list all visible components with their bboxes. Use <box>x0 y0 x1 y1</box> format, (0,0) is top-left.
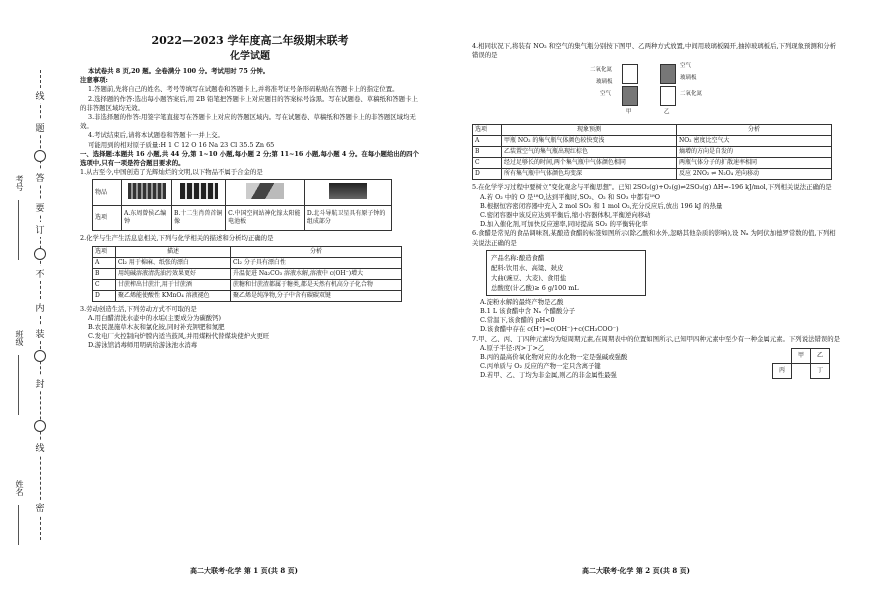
section-heading: 一、选择题:本题共 16 小题,共 44 分,第 1~10 小题,每小题 2 分;第 11~16 小题,每小题 4 分。在每小题给出的四个选项中,只有一项是符合题目要求的。 <box>80 149 419 168</box>
flask-jia-top <box>622 64 638 84</box>
q2-cell: 聚乙烯是纯净物,分子中含有碳碳双键 <box>231 290 402 301</box>
diagram-label: 空气 <box>600 91 612 98</box>
q2-header-analysis: 分析 <box>231 246 402 257</box>
table-row[interactable] <box>93 268 402 279</box>
q2-cell: 升温促进 Na₂CO₃ 溶液水解,溶液中 c(OH⁻)增大 <box>231 268 402 279</box>
diagram-label: 玻璃板 <box>680 75 697 82</box>
q1-table <box>92 179 392 231</box>
seal-word: 要 <box>33 200 47 215</box>
q4-cell: 熵增的方向是自发的 <box>677 147 832 158</box>
q4-cell: C <box>473 158 502 169</box>
q1-option-d[interactable]: D.北斗导航卫星具有原子钟的组成部分 <box>304 206 391 231</box>
q4-header-option: 选项 <box>473 125 502 136</box>
label-line: 产品名称:酿造食醋 <box>491 253 545 262</box>
q2-cell: C <box>93 279 116 290</box>
seal-word: 密 <box>33 500 47 515</box>
q5-stem: 5.在化学学习过程中要树立"变化观念与平衡思想"。已知 2SO₂(g)+O₂(g)⇌2SO₃(g) ΔH=-196 kJ/mol,下列相关说法正确的是 <box>472 183 832 192</box>
q5-option-a[interactable]: A.若 O₂ 中的 O 是¹⁸O,达到平衡时,SO₂、O₂ 和 SO₃ 中都有¹⁸O <box>480 192 660 201</box>
exam-subtitle: 化学试题 <box>230 51 270 62</box>
q4-header-phenomenon: 现象预测 <box>502 125 677 136</box>
label-line: 总酸度(计乙酸)≥ 6 g/100 mL <box>491 283 579 292</box>
vinegar-label <box>486 250 646 296</box>
q4-cell: 乙装置空气的集气瓶出现红棕色 <box>502 147 677 158</box>
table-row[interactable] <box>473 136 832 147</box>
q1-image-d <box>304 180 391 206</box>
seal-word: 线 <box>33 88 47 103</box>
seal-word: 订 <box>33 222 47 237</box>
grid-cell-empty <box>792 363 811 378</box>
q1-option-b[interactable]: B.十二生肖兽首铜像 <box>172 206 226 231</box>
satellite-image <box>329 183 367 199</box>
note-item: 2.选择题的作答:选出每小题答案后,用 2B 铅笔把答题卡上对应题目的答案标号涂黑。写在试题卷、草稿纸和答题卡上的非答题区域均无效。 <box>80 94 418 112</box>
seal-word: 题 <box>33 120 47 135</box>
label-line: 配料:饮用水、高粱、麸皮 <box>491 263 564 272</box>
note-item: 1.答题前,先将自己的姓名、考号等填写在试题卷和答题卡上,并将准考证号条形码粘贴在答题卡上的指定位置。 <box>88 85 399 94</box>
seal-word: 不 <box>33 266 47 281</box>
q7-stem: 7.甲、乙、丙、丁四种元素均为短周期元素,在周期表中的位置如图所示,已知甲四种元素中至少有一种金属元素。下列说法错误的是 <box>472 334 841 343</box>
q7-option-b[interactable]: B.丙的最高价氧化物对应的水化物一定是强碱或强酸 <box>480 353 628 362</box>
table-row[interactable] <box>93 257 402 268</box>
q1-stem: 1.从古至今,中国创造了光辉灿烂的文明,以下物品不属于合金的是 <box>80 168 263 177</box>
q2-header-option: 选项 <box>93 246 116 257</box>
q2-cell: A <box>93 257 116 268</box>
grid-cell-ding: 丁 <box>811 363 830 378</box>
q4-cell: 两瓶气体分子的扩散速率相同 <box>677 158 832 169</box>
diagram-label: 二氧化氮 <box>590 67 613 74</box>
grid-cell-bing: 丙 <box>773 363 792 378</box>
table-row[interactable] <box>473 158 832 169</box>
q2-cell: Cl₂ 用于棉麻、纸张的漂白 <box>116 257 231 268</box>
q2-stem: 2.化学与生产生活息息相关,下列与化学相关的描述和分析均正确的是 <box>80 234 274 243</box>
q7-option-c[interactable]: C.丙单质与 O₂ 反应的产物一定只含离子键 <box>480 362 601 371</box>
flask-jia-bottom <box>622 86 638 106</box>
exam-number-label: 考号 <box>15 175 24 191</box>
seal-word: 线 <box>33 440 47 455</box>
q3-option-a[interactable]: A.用白醋清洗水壶中的水垢(主要成分为碳酸钙) <box>88 313 222 322</box>
grid-cell-empty <box>773 348 792 363</box>
q2-header-desc: 描述 <box>116 246 231 257</box>
q5-option-d[interactable]: D.加入催化剂,可加快反应速率,同时提高 SO₂ 的平衡转化率 <box>480 220 648 229</box>
class-label: 班级 <box>15 330 24 346</box>
q7-option-d[interactable]: D.若甲、乙、丁均为非金属,则乙的非金属性最强 <box>480 371 617 380</box>
q2-cell: Cl₂ 分子具有漂白性 <box>231 257 402 268</box>
seal-circle <box>34 150 46 162</box>
q4-cell: 所有集气瓶中气体颜色均变深 <box>502 169 677 180</box>
q2-table <box>92 246 402 302</box>
q3-option-b[interactable]: B.农民混施草木灰和氯化铵,同时补充钾肥和氮肥 <box>88 323 225 332</box>
q2-cell: 蔗糖和甘蔗渣都属于糖类,都是天然有机高分子化合物 <box>231 279 402 290</box>
page-1-footer: 高二大联考·化学 第 1 页(共 8 页) <box>190 566 298 575</box>
label-line: 大曲(豌豆、大麦)、食用盐 <box>491 273 567 282</box>
bell-image <box>128 183 166 199</box>
q4-table <box>472 124 832 180</box>
atomic-masses: 可能用到的相对原子质量:H 1 C 12 O 16 Na 23 Cl 35.5 Zn 65 <box>88 140 275 149</box>
page-2-footer: 高二大联考·化学 第 2 页(共 8 页) <box>582 566 690 575</box>
q3-stem: 3.劳动创造生活,下列劳动方式不可取的是 <box>80 304 197 313</box>
q1-image-a <box>122 180 172 206</box>
q6-option-c[interactable]: C.常温下,该食醋的 pH<0 <box>480 316 555 325</box>
q2-cell: B <box>93 268 116 279</box>
q2-cell: 甘蔗榨出甘蔗汁,用于甘蔗酒 <box>116 279 231 290</box>
q1-option-a[interactable]: A.东周曾侯乙编钟 <box>122 206 172 231</box>
q3-option-d[interactable]: D.游泳馆消毒师用明矾给游泳池水消毒 <box>88 341 198 350</box>
exam-title: 2022—2023 学年度高二年级期末联考 <box>151 34 349 47</box>
seal-word: 内 <box>33 300 47 315</box>
binding-margin <box>0 0 58 603</box>
q5-option-b[interactable]: B.根据恒容密闭容器中充入 2 mol SO₂ 和 1 mol O₂,充分反应后,放出 196 kJ 的热量 <box>480 201 723 210</box>
q4-cell: B <box>473 147 502 158</box>
notes-heading: 注意事项: <box>80 76 108 85</box>
seal-word: 答 <box>33 170 47 185</box>
q7-option-a[interactable]: A.原子半径:丙>丁>乙 <box>480 343 545 352</box>
diagram-label: 二氧化氮 <box>680 91 703 98</box>
q2-cell: D <box>93 290 116 301</box>
diagram-label: 空气 <box>680 63 692 70</box>
q1-image-c <box>226 180 305 206</box>
flask-yi-bottom <box>660 86 676 106</box>
note-item: 4.考试结束后,请将本试题卷和答题卡一并上交。 <box>88 131 224 140</box>
note-item: 3.非选择题的作答:用签字笔直接写在答题卡上对应的答题区域内。写在试题卷、草稿纸和答题卡上的非答题区域均无效。 <box>80 113 416 131</box>
q4-cell: 经过足够长的时间,两个集气瓶中气体颜色相同 <box>502 158 677 169</box>
name-label: 姓名 <box>15 480 24 496</box>
table-row[interactable] <box>93 290 402 301</box>
table-row[interactable] <box>473 169 832 180</box>
diagram-label: 玻璃板 <box>596 79 613 86</box>
q4-cell: 反应 2NO₂ ⇌ N₂O₄ 逆向移动 <box>677 169 832 180</box>
exam-intro: 本试卷共 8 页,20 题。全卷满分 100 分。考试用时 75 分钟。 <box>88 67 270 75</box>
q4-stem: 4.相同状况下,将装有 NO₂ 和空气的集气瓶分别按下图甲、乙两种方式放置,中间用玻璃板隔开,抽掉玻璃板后,下列现象预测和分析错误的是 <box>472 42 836 60</box>
seal-word: 装 <box>33 326 47 341</box>
q6-option-d[interactable]: D.该食醋中存在 c(H⁺)=c(OH⁻)+c(CH₃COO⁻) <box>480 325 619 334</box>
flask-yi-top <box>660 64 676 84</box>
bronze-heads-image <box>180 183 218 199</box>
grid-cell-jia: 甲 <box>792 348 811 363</box>
class-line[interactable] <box>18 355 19 415</box>
table-row[interactable] <box>473 147 832 158</box>
solar-panel-image <box>246 183 284 199</box>
seal-circle <box>34 420 46 432</box>
seal-word: 封 <box>33 376 47 391</box>
table-row[interactable] <box>93 279 402 290</box>
diagram-label: 甲 <box>626 109 632 116</box>
q6-option-b[interactable]: B.1 L 该食醋中含 Nₐ 个醋酸分子 <box>480 307 576 316</box>
q4-cell: 甲瓶 NO₂ 的集气瓶气体颜色较快变浅 <box>502 136 677 147</box>
periodic-grid <box>772 348 830 379</box>
q4-cell: NO₂ 密度比空气大 <box>677 136 832 147</box>
q6-option-a[interactable]: A.淀粉水解的最终产物是乙酸 <box>480 297 564 306</box>
page-2 <box>472 42 842 381</box>
seal-circle <box>34 350 46 362</box>
name-line[interactable] <box>18 505 19 545</box>
exam-number-line[interactable] <box>18 200 19 260</box>
q1-item-head: 物品 <box>93 180 122 206</box>
q4-header-analysis: 分析 <box>677 125 832 136</box>
q4-cell: A <box>473 136 502 147</box>
q4-diagram <box>472 62 842 122</box>
q1-option-c[interactable]: C.中国空间站神化镓太阳能电池板 <box>226 206 305 231</box>
q4-cell: D <box>473 169 502 180</box>
grid-cell-yi: 乙 <box>811 348 830 363</box>
q2-cell: 聚乙烯能使酸性 KMnO₄ 溶液褪色 <box>116 290 231 301</box>
seal-circle <box>34 248 46 260</box>
q5-option-c[interactable]: C.密闭容器中该反应达到平衡后,缩小容器体积,平衡逆向移动 <box>480 211 651 220</box>
q3-option-c[interactable]: C.发电厂火控制向炉膛内适当鼓风,并用煤粉代替煤块使炉火更旺 <box>88 332 270 341</box>
diagram-label: 乙 <box>664 109 670 116</box>
q2-cell: 用纯碱溶液清洗油污效果更好 <box>116 268 231 279</box>
q1-option-head: 选项 <box>93 206 122 231</box>
page-1 <box>80 34 420 351</box>
q1-image-b <box>172 180 226 206</box>
q6-stem: 6.食醋是常见的食品调味剂,某酿造食醋的标签如图所示(除乙酸和水外,忽略其他杂质的影响),设 Nₐ 为阿伏加德罗常数的值,下列相关说法正确的是 <box>472 229 836 247</box>
